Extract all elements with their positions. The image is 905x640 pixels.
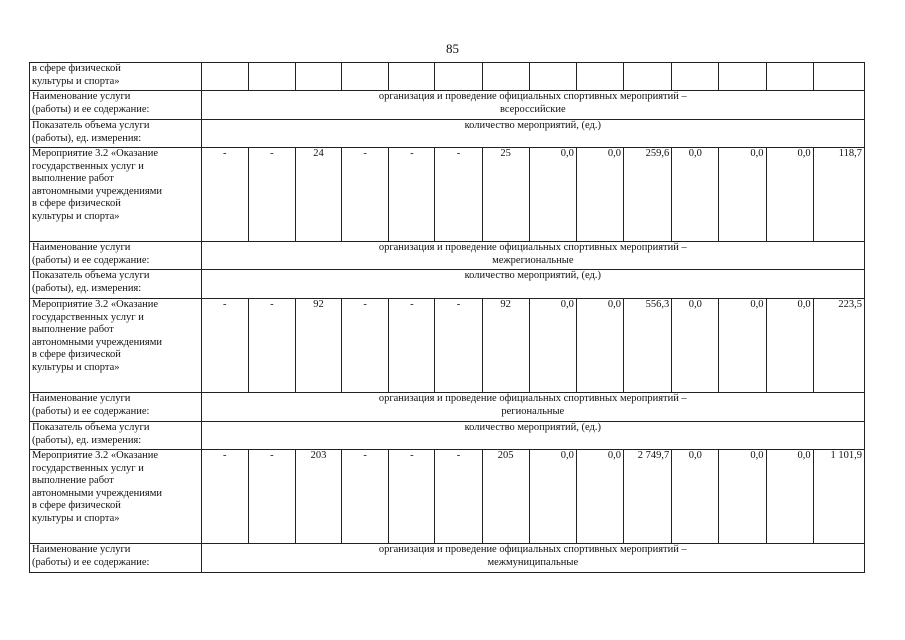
value-cell: -: [389, 450, 435, 544]
value-cell: -: [435, 450, 482, 544]
indicator-label: Показатель объема услуги (работы), ед. измерения:: [30, 270, 202, 299]
empty-value-cell: [389, 63, 435, 91]
value-cell: 24: [295, 148, 341, 242]
value-cell: 0,0: [529, 450, 576, 544]
value-cell: 205: [482, 450, 529, 544]
service-name-label: Наименование услуги (работы) и ее содержание:: [30, 544, 202, 573]
table-row-continued: [30, 63, 865, 91]
empty-value-cell: [529, 63, 576, 91]
value-cell: 0,0: [576, 450, 623, 544]
value-cell: 203: [295, 450, 341, 544]
value-cell: 0,0: [529, 148, 576, 242]
value-cell: 0,0: [719, 148, 766, 242]
indicator-value: количество мероприятий, (ед.): [201, 422, 864, 450]
table-row-indicator: [30, 270, 865, 299]
value-cell: 0,0: [576, 299, 623, 393]
value-cell: 0,0: [576, 148, 623, 242]
table-row-service: [30, 544, 865, 573]
value-cell: -: [201, 148, 248, 242]
empty-value-cell: [719, 63, 766, 91]
indicator-label: Показатель объема услуги (работы), ед. измерения:: [30, 120, 202, 148]
service-name-value: организация и проведение официальных спортивных мероприятий – межрегиональные: [201, 242, 864, 270]
continued-event-label: в сфере физической культуры и спорта»: [30, 63, 202, 91]
value-cell: 0,0: [672, 450, 719, 544]
value-cell: 0,0: [766, 148, 813, 242]
empty-value-cell: [813, 63, 864, 91]
empty-value-cell: [248, 63, 295, 91]
empty-value-cell: [576, 63, 623, 91]
indicator-value: количество мероприятий, (ед.): [201, 120, 864, 148]
service-name-value: организация и проведение официальных спортивных мероприятий – всероссийские: [201, 91, 864, 120]
value-cell: 0,0: [766, 450, 813, 544]
table-row-event: [30, 450, 865, 544]
empty-value-cell: [435, 63, 482, 91]
value-cell: 25: [482, 148, 529, 242]
table-row-event: [30, 148, 865, 242]
value-cell: 0,0: [529, 299, 576, 393]
value-cell: -: [248, 450, 295, 544]
empty-value-cell: [766, 63, 813, 91]
value-cell: 92: [295, 299, 341, 393]
table-row-indicator: [30, 422, 865, 450]
value-cell: 118,7: [813, 148, 864, 242]
value-cell: 0,0: [719, 299, 766, 393]
empty-value-cell: [624, 63, 672, 91]
table-row-event: [30, 299, 865, 393]
value-cell: -: [389, 299, 435, 393]
value-cell: 92: [482, 299, 529, 393]
value-cell: -: [342, 450, 389, 544]
value-cell: 0,0: [719, 450, 766, 544]
value-cell: -: [201, 450, 248, 544]
value-cell: 2 749,7: [624, 450, 672, 544]
empty-value-cell: [482, 63, 529, 91]
value-cell: -: [389, 148, 435, 242]
page-number: 85: [446, 41, 459, 56]
empty-value-cell: [201, 63, 248, 91]
empty-value-cell: [295, 63, 341, 91]
empty-value-cell: [342, 63, 389, 91]
event-label: Мероприятие 3.2 «Оказание государственных услуг и выполнение работ автономными учреждениями в сфере физической культуры и спорта»: [30, 299, 202, 393]
value-cell: 223,5: [813, 299, 864, 393]
service-name-value: организация и проведение официальных спортивных мероприятий – региональные: [201, 393, 864, 422]
value-cell: -: [435, 299, 482, 393]
table-row-service: [30, 242, 865, 270]
value-cell: 0,0: [672, 148, 719, 242]
value-cell: -: [248, 148, 295, 242]
service-name-label: Наименование услуги (работы) и ее содержание:: [30, 242, 202, 270]
table-row-service: [30, 91, 865, 120]
service-name-value: организация и проведение официальных спортивных мероприятий – межмуниципальные: [201, 544, 864, 573]
empty-value-cell: [672, 63, 719, 91]
value-cell: 0,0: [766, 299, 813, 393]
service-name-label: Наименование услуги (работы) и ее содержание:: [30, 393, 202, 422]
value-cell: -: [201, 299, 248, 393]
event-label: Мероприятие 3.2 «Оказание государственных услуг и выполнение работ автономными учреждениями в сфере физической культуры и спорта»: [30, 148, 202, 242]
table-row-indicator: [30, 120, 865, 148]
value-cell: 556,3: [624, 299, 672, 393]
indicator-value: количество мероприятий, (ед.): [201, 270, 864, 299]
value-cell: -: [342, 299, 389, 393]
value-cell: -: [435, 148, 482, 242]
value-cell: -: [248, 299, 295, 393]
table-row-service: [30, 393, 865, 422]
value-cell: 0,0: [672, 299, 719, 393]
value-cell: 259,6: [624, 148, 672, 242]
event-label: Мероприятие 3.2 «Оказание государственных услуг и выполнение работ автономными учреждениями в сфере физической культуры и спорта»: [30, 450, 202, 544]
value-cell: -: [342, 148, 389, 242]
value-cell: 1 101,9: [813, 450, 864, 544]
indicator-label: Показатель объема услуги (работы), ед. измерения:: [30, 422, 202, 450]
service-name-label: Наименование услуги (работы) и ее содержание:: [30, 91, 202, 120]
report-table: [29, 62, 865, 573]
